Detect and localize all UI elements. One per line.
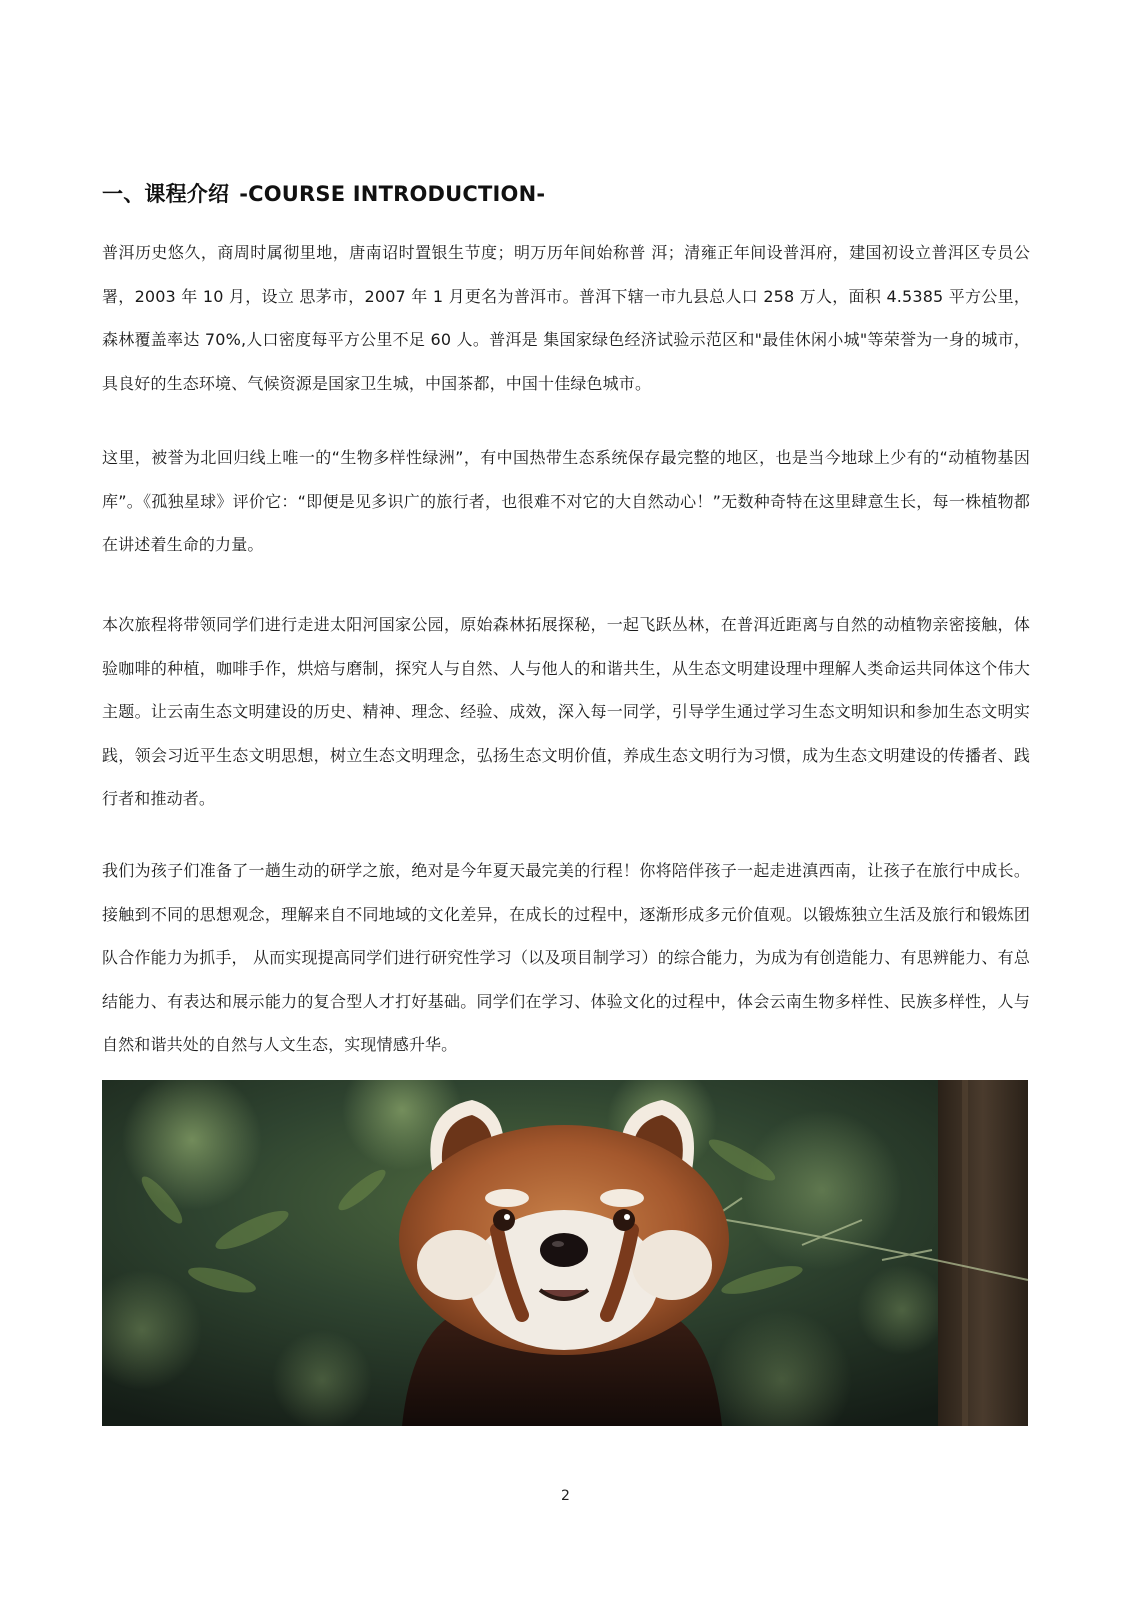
- section-heading-en: -COURSE INTRODUCTION-: [239, 182, 546, 206]
- paragraph-itinerary: 本次旅程将带领同学们进行走进太阳河国家公园，原始森林拓展探秘，一起飞跃丛林，在普洱近距离与自然的动植物亲密接触，体验咖啡的种植，咖啡手作，烘焙与磨制，探究人与自然、人与他人的和谐共生，从生态文明建设理中理解人类命运共同体这个伟大主题。让云南生态文明建设的历史、精神、理念、经验、成效，深入每一同学，引导学生通过学习生态文明知识和参加生态文明实践，领会习近平生态文明思想，树立生态文明理念，弘扬生态文明价值，养成生态文明行为习惯，成为生态文明建设的传播者、践行者和推动者。: [102, 615, 1030, 808]
- paragraph-history: 普洱历史悠久，商周时属彻里地，唐南诏时置银生节度；明万历年间始称普 洱；清雍正年间设普洱府，建国初设立普洱区专员公署，2003 年 10 月，设立 思茅市，2007 年 1 月更名为普洱市。普洱下辖一市九县总人口 258 万人，面积 4.5385 平方公里，森林覆盖率达 70%,人口密度每平方公里不足 60 人。普洱是 集国家绿色经济试验示范区和"最佳休闲小城"等荣誉为一身的城市，具良好的生态环境、气候资源是国家卫生城，中国茶都，中国十佳绿色城市。: [102, 243, 1030, 393]
- red-panda-illustration: [102, 1080, 1028, 1426]
- section-heading: [102, 178, 545, 208]
- paragraph-study-trip: 我们为孩子们准备了一趟生动的研学之旅，绝对是今年夏天最完美的行程！你将陪伴孩子一起走进滇西南，让孩子在旅行中成长。接触到不同的思想观念，理解来自不同地域的文化差异，在成长的过程中，逐渐形成多元价值观。以锻炼独立生活及旅行和锻炼团队合作能力为抓手， 从而实现提高同学们进行研究性学习（以及项目制学习）的综合能力，为成为有创造能力、有思辨能力、有总结能力、有表达和展示能力的复合型人才打好基础。同学们在学习、体验文化的过程中，体会云南生物多样性、民族多样性，人与自然和谐共处的自然与人文生态，实现情感升华。: [102, 861, 1030, 1054]
- paragraph-biodiversity: 这里，被誉为北回归线上唯一的“生物多样性绿洲”，有中国热带生态系统保存最完整的地区，也是当今地球上少有的“动植物基因库”。《孤独星球》评价它：“即便是见多识广的旅行者，也很难不对它的大自然动心！”无数种奇特在这里肆意生长，每一株植物都在讲述着生命的力量。: [102, 448, 1030, 554]
- red-panda-photo: [102, 1080, 1028, 1426]
- page-number: 2: [561, 1488, 570, 1504]
- section-heading-cn: 一、课程介绍: [102, 182, 230, 206]
